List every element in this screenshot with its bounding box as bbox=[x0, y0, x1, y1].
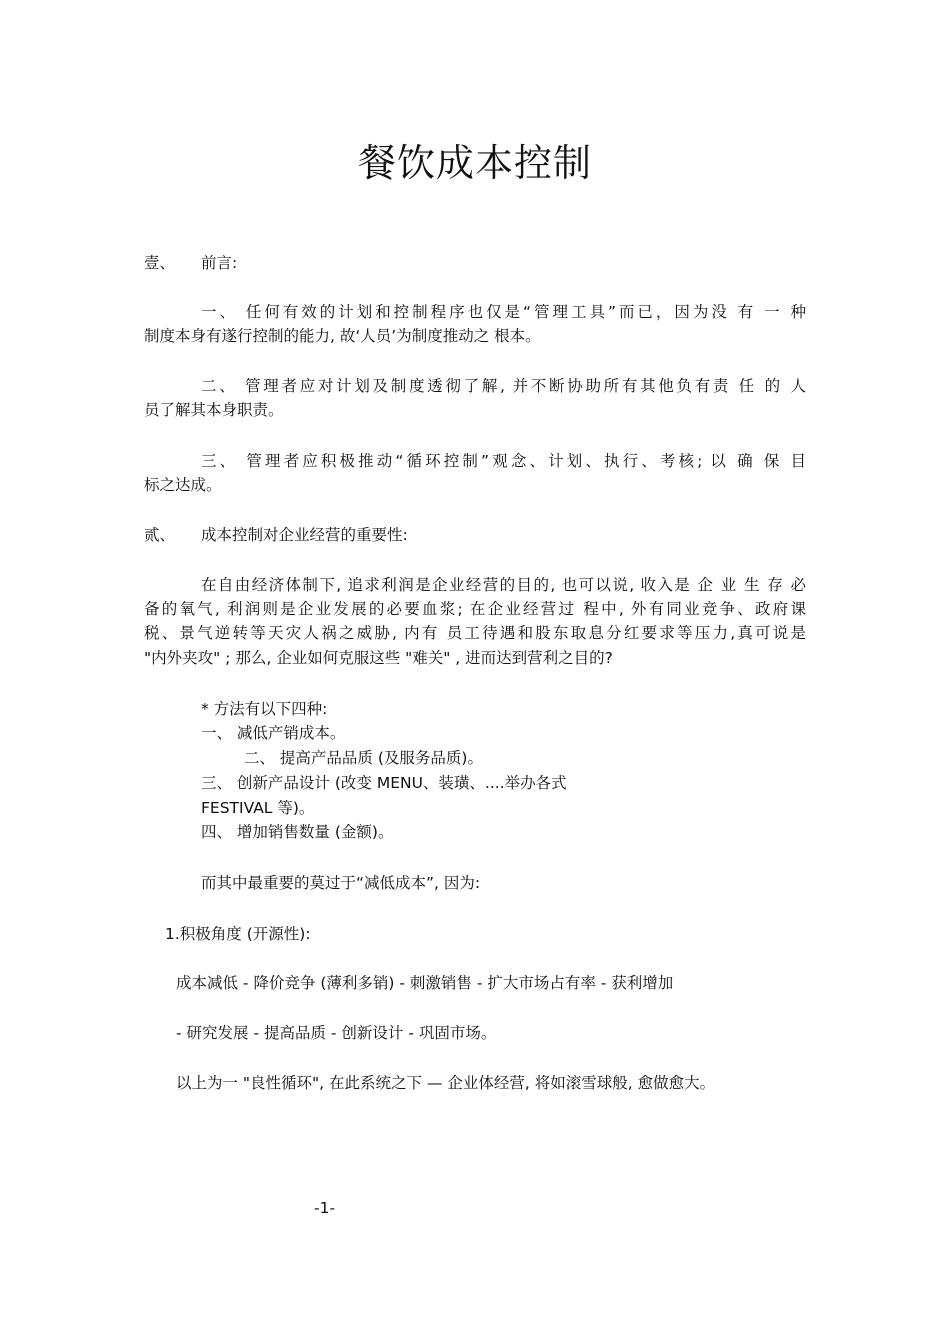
page-number: -1- bbox=[314, 1199, 336, 1217]
chain-line-1: 成本减低 - 降价竞争 (薄利多销) - 刺激销售 - 扩大市场占有率 - 获利增加 bbox=[176, 974, 674, 992]
methods-intro: * 方法有以下四种: bbox=[201, 700, 328, 718]
s2-para-line1: 在自由经济体制下, 追求利润是企业经营的目的, 也可以说, 收入是 企 业 生 存 必 bbox=[201, 576, 806, 594]
s1-para1-line2: 制度本身有遂行控制的能力, 故‘人员’为制度推动之 根本。 bbox=[144, 327, 541, 345]
chain-line-2: - 研究发展 - 提高品质 - 创新设计 - 巩固市场。 bbox=[176, 1024, 497, 1042]
s2-para-line3: 税、景气逆转等天灾人祸之威胁, 内有 员工待遇和股东取息分红要求等压力,真可说是 bbox=[144, 624, 806, 642]
method-2: 二、 提高产品品质 (及服务品质)。 bbox=[244, 749, 483, 767]
virtuous-cycle-line: 以上为一 "良性循环", 在此系统之下 — 企业体经营, 将如滚雪球般, 愈做愈大。 bbox=[176, 1074, 716, 1092]
s2-para-line2: 备的氧气, 利润则是企业发展的必要血浆; 在企业经营过 程中, 外有同业竞争、政府课 bbox=[144, 600, 806, 618]
section-2-number: 贰、 bbox=[144, 526, 176, 544]
method-1: 一、 减低产销成本。 bbox=[201, 724, 346, 742]
s1-para2-line2: 员了解其本身职责。 bbox=[144, 401, 284, 419]
s1-para2-line1: 二、 管理者应对计划及制度透彻了解, 并不断协助所有其他负有责 任 的 人 bbox=[201, 377, 806, 395]
method-3-line1: 三、 创新产品设计 (改变 MENU、装璜、....举办各式 bbox=[201, 774, 567, 792]
s1-para1-line1: 一、 任何有效的计划和控制程序也仅是“管理工具”而已，因为没 有 一 种 bbox=[201, 303, 806, 321]
document-title: 餐饮成本控制 bbox=[357, 141, 592, 185]
section-1-number: 壹、 bbox=[144, 254, 176, 272]
section-2-heading: 成本控制对企业经营的重要性: bbox=[201, 526, 408, 544]
method-4: 四、 增加销售数量 (金额)。 bbox=[201, 823, 394, 841]
s1-para3-line2: 标之达成。 bbox=[144, 476, 222, 494]
method-3-line2: FESTIVAL 等)。 bbox=[201, 799, 315, 817]
point-1-heading: 1.积极角度 (开源性): bbox=[165, 925, 311, 943]
s1-para3-line1: 三、 管理者应积极推动“循环控制”观念、计划、执行、考核; 以 确 保 目 bbox=[201, 452, 806, 470]
s2-para-line4: "内外夹攻" ; 那么, 企业如何克服这些 "难关" , 进而达到营利之目的? bbox=[144, 649, 613, 667]
conclusion-line: 而其中最重要的莫过于“减低成本”, 因为: bbox=[201, 874, 481, 892]
section-1-heading: 前言: bbox=[201, 254, 238, 272]
